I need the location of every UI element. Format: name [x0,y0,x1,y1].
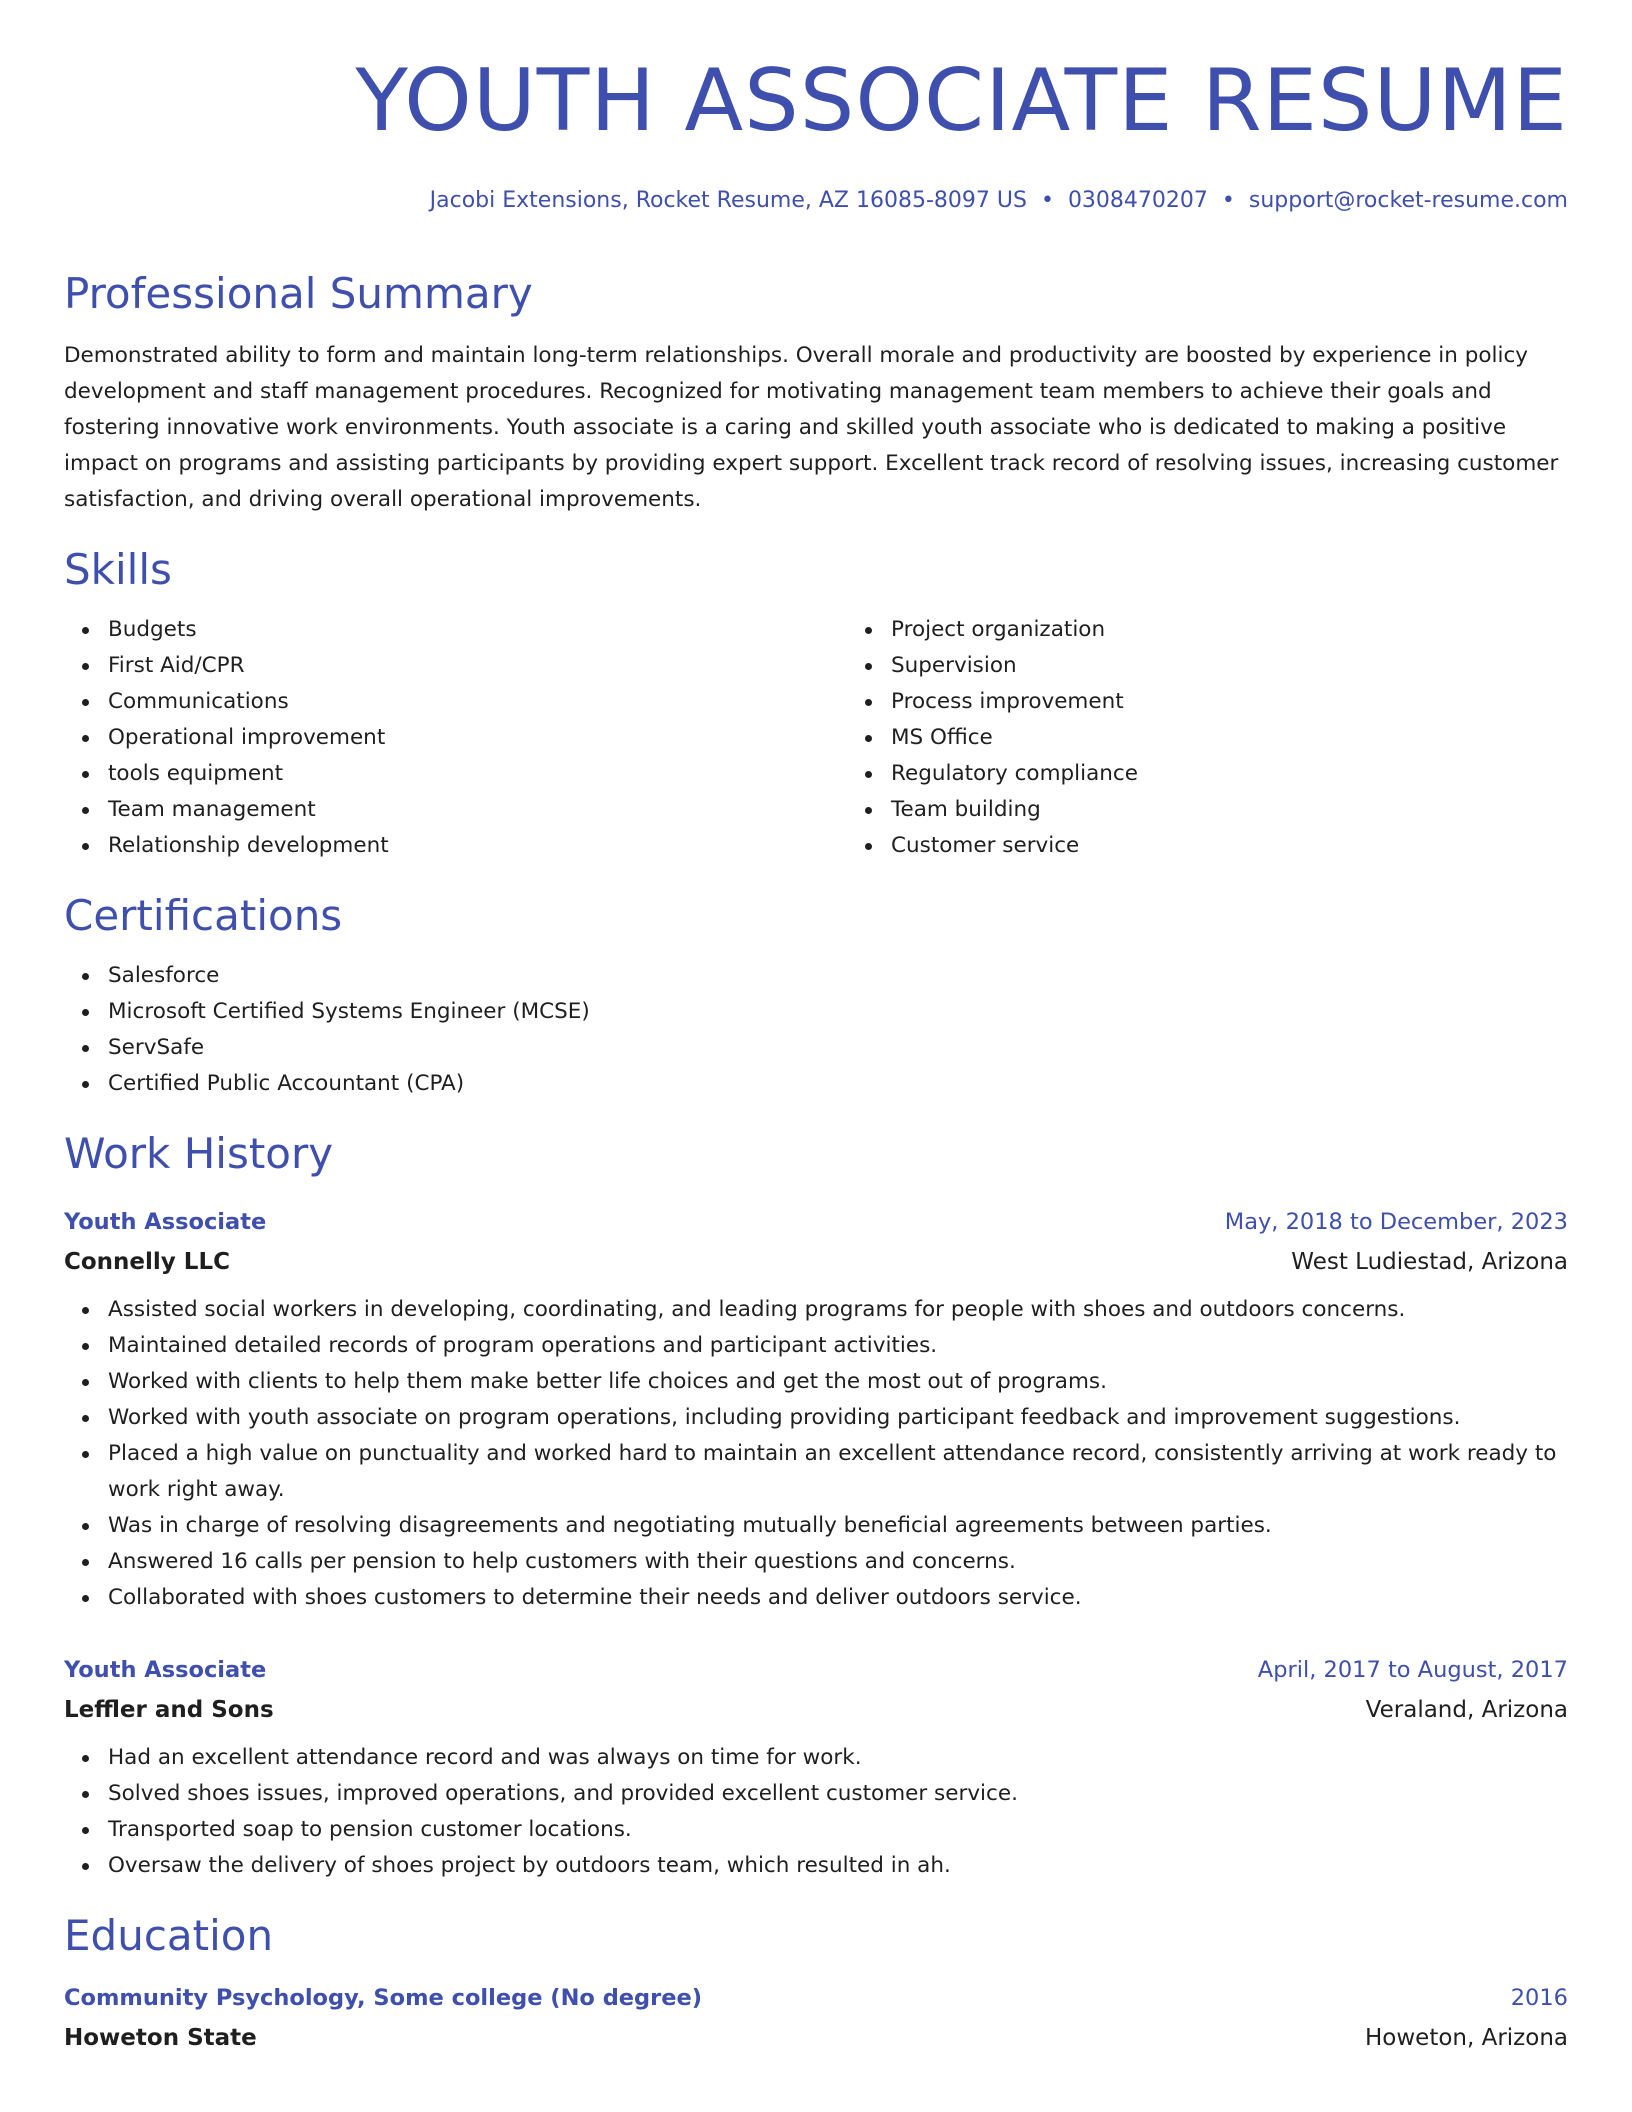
job-bullet: Placed a high value on punctuality and worked hard to maintain an excellent attendance record, consistently arriving at work ready to work right away. [108,1436,1568,1508]
work-history-heading: Work History [64,1129,334,1178]
job-company: Connelly LLC [64,1249,230,1275]
job-bullet: Assisted social workers in developing, coordinating, and leading programs for people with shoes and outdoors concerns. [108,1292,1568,1328]
education-degree: Community Psychology, Some college (No degree) [64,1985,703,2011]
education-entry [64,1978,1568,2058]
certifications-heading: Certifications [64,891,343,940]
job-bullets [64,1740,1568,1884]
skill-item: First Aid/CPR [108,648,860,684]
education-section [64,1908,1568,2058]
job-bullet: Oversaw the delivery of shoes project by outdoors team, which resulted in ah. [108,1848,1568,1884]
skill-item: Operational improvement [108,720,860,756]
job-title: Youth Associate [64,1209,267,1235]
education-location: Howeton, Arizona [1364,2025,1568,2051]
job-title: Youth Associate [64,1657,267,1683]
skill-item: MS Office [891,720,1632,756]
job-entry [64,1202,1568,1616]
job-location: West Ludiestad, Arizona [1291,1249,1568,1275]
education-heading: Education [64,1911,274,1960]
skill-item: Project organization [891,612,1632,648]
skills-section [64,542,1568,864]
certification-item: Salesforce [108,958,1568,994]
job-bullet: Worked with youth associate on program operations, including providing participant feedback and improvement suggestions. [108,1400,1568,1436]
job-bullet: Solved shoes issues, improved operations, and provided excellent customer service. [108,1776,1568,1812]
resume-header [64,0,1568,218]
skill-item: Regulatory compliance [891,756,1632,792]
skill-item: Relationship development [108,828,860,864]
certification-item: Certified Public Accountant (CPA) [108,1066,1568,1102]
skill-item: Budgets [108,612,860,648]
skill-item: Communications [108,684,860,720]
certifications-section [64,888,1568,1102]
job-dates: April, 2017 to August, 2017 [1257,1657,1568,1683]
education-year: 2016 [1510,1985,1568,2011]
skill-item: Team management [108,792,860,828]
job-bullet: Was in charge of resolving disagreements and negotiating mutually beneficial agreements between parties. [108,1508,1568,1544]
job-bullet: Transported soap to pension customer locations. [108,1812,1568,1848]
skill-item: Team building [891,792,1632,828]
contact-phone: 0308470207 [1067,188,1208,213]
skill-item: tools equipment [108,756,860,792]
contact-email[interactable]: support@rocket-resume.com [1248,188,1568,213]
education-school: Howeton State [64,2025,257,2051]
job-bullet: Answered 16 calls per pension to help customers with their questions and concerns. [108,1544,1568,1580]
skills-grid [64,598,1568,864]
certification-item: Microsoft Certified Systems Engineer (MCSE) [108,994,1568,1030]
resume-name: YOUTH ASSOCIATE RESUME [355,51,1568,151]
skills-list-left [64,612,860,864]
work-history-section [64,1126,1568,1884]
job-company-row [64,1690,1568,1730]
job-bullet: Worked with clients to help them make better life choices and get the most out of programs. [108,1364,1568,1400]
education-degree-row [64,1978,1568,2018]
summary-section [64,266,1568,518]
job-bullet: Had an excellent attendance record and was always on time for work. [108,1740,1568,1776]
skill-item: Supervision [891,648,1632,684]
skill-item: Process improvement [891,684,1632,720]
education-school-row [64,2018,1568,2058]
certifications-list [64,958,1568,1102]
job-company-row [64,1242,1568,1282]
job-entry [64,1650,1568,1884]
job-company: Leffler and Sons [64,1697,274,1723]
job-dates: May, 2018 to December, 2023 [1224,1209,1568,1235]
skills-list-right [860,612,1632,864]
skills-heading: Skills [64,545,172,594]
contact-separator: • [1221,188,1235,213]
summary-text: Demonstrated ability to form and maintain long-term relationships. Overall morale and productivity are boosted by experience in policy development and staff management procedures. Recognized for motivating management team members to achieve their goals and fostering innovative work environments. Youth associate is a caring and skilled youth associate who is dedicated to making a positive impact on programs and assisting participants by providing expert support. Excellent track record of resolving issues, increasing customer satisfaction, and driving overall operational improvements. [64,343,1559,512]
job-location: Veraland, Arizona [1365,1697,1568,1723]
job-bullet: Collaborated with shoes customers to determine their needs and deliver outdoors service. [108,1580,1568,1616]
contact-line [64,184,1568,218]
skill-item: Customer service [891,828,1632,864]
job-bullets [64,1292,1568,1616]
job-bullet: Maintained detailed records of program operations and participant activities. [108,1328,1568,1364]
summary-heading: Professional Summary [64,269,533,318]
certification-item: ServSafe [108,1030,1568,1066]
contact-separator: • [1040,188,1054,213]
job-title-row [64,1650,1568,1690]
job-title-row [64,1202,1568,1242]
contact-address: Jacobi Extensions, Rocket Resume, AZ 16085-8097 US [429,188,1027,213]
